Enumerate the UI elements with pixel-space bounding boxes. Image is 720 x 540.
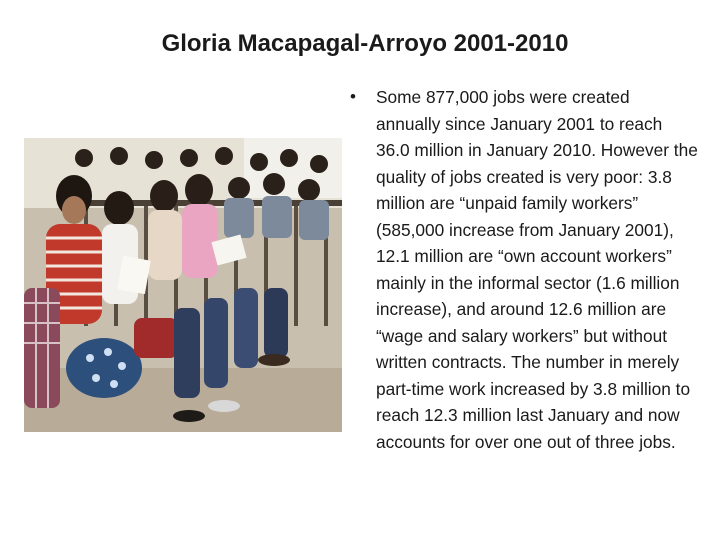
crowd-photo	[24, 138, 342, 432]
bullet-icon: •	[350, 87, 356, 106]
bullet-text: Some 877,000 jobs were created annually since January 2001 to reach 36.0 million in January 2010. However the quality of jobs created is very poor: 3.8 million are “unpaid family workers” (585,000 increase from January 2001), 12.1 million are “own account workers” mainly in the informal sector (1.6 million increase), and around 12.6 million are “wage and salary workers” but without written contracts. The number in merely part-time work increased by 3.8 million to reach 12.3 million last January and now accounts for over one out of three jobs.	[376, 87, 698, 452]
slide-title: Gloria Macapagal-Arroyo 2001-2010	[161, 30, 569, 57]
